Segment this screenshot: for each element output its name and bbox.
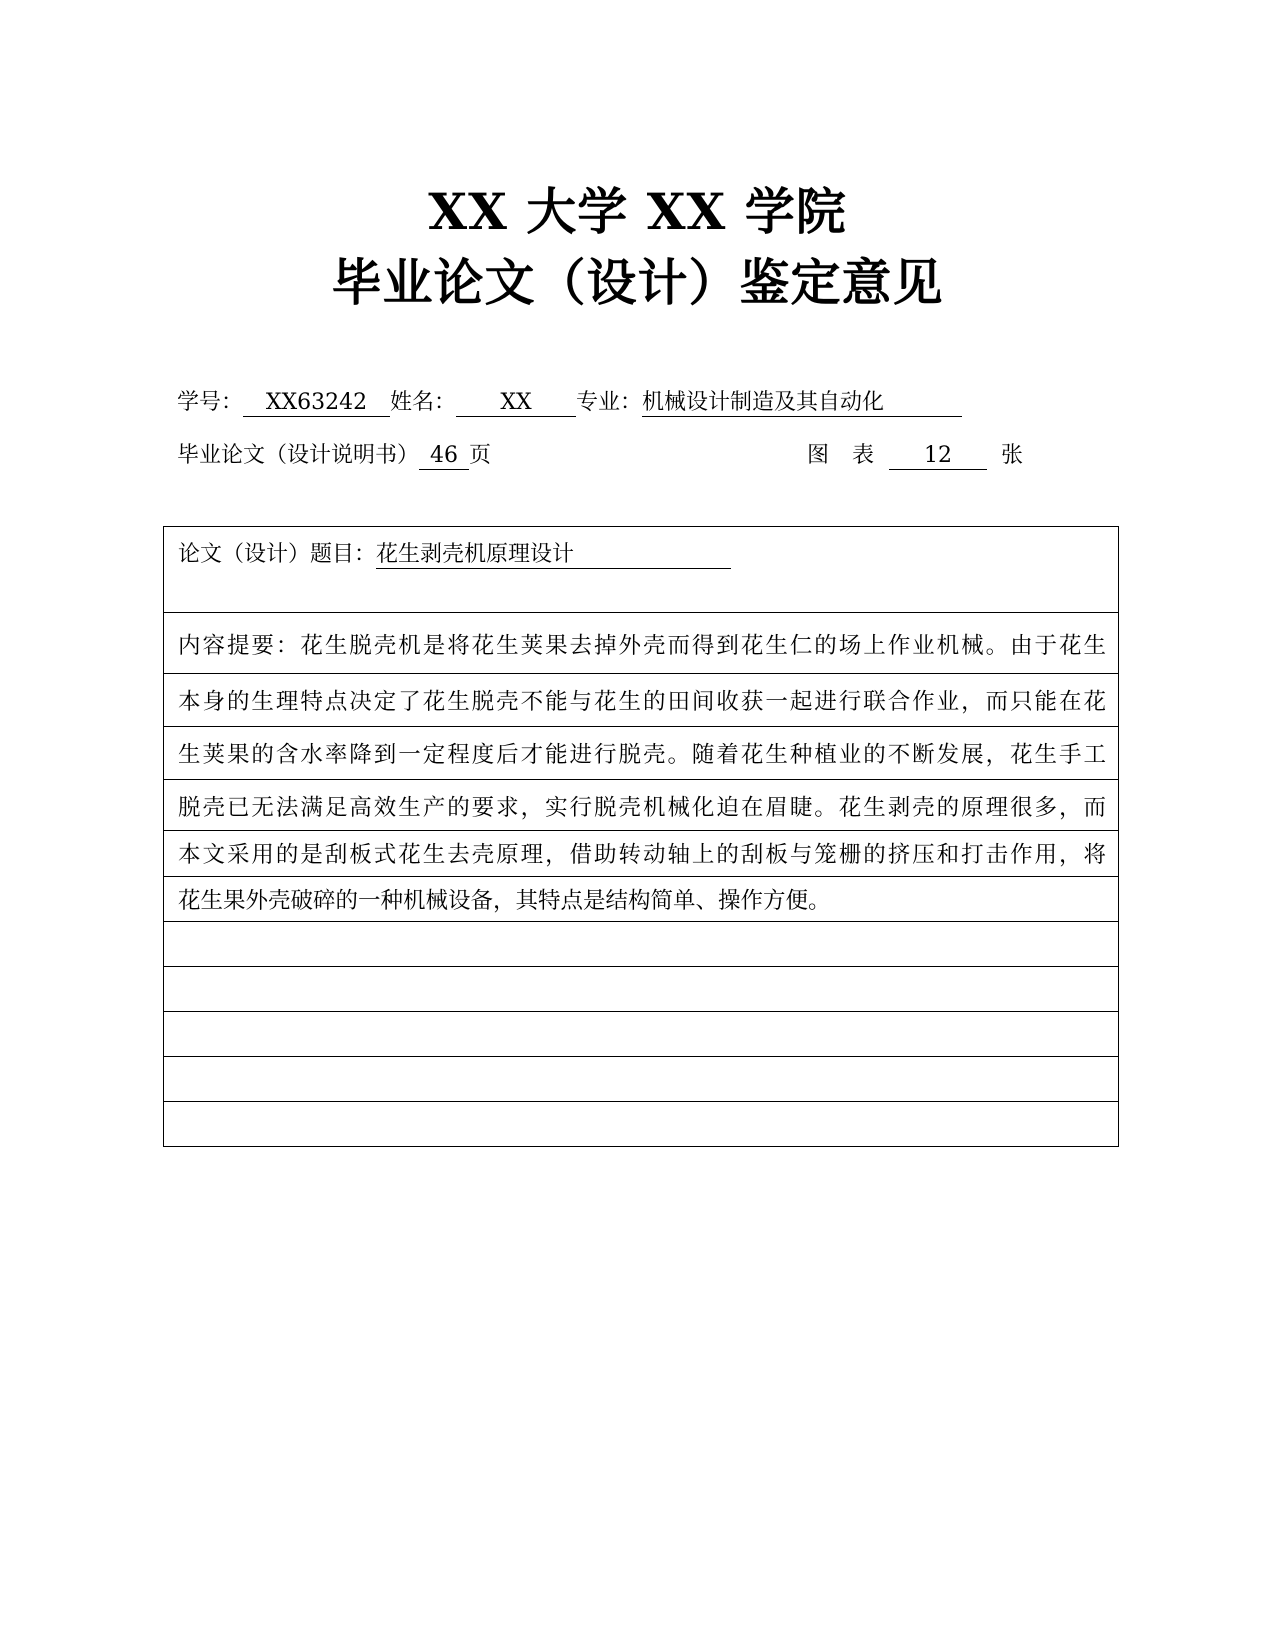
page-count-unit: 页 bbox=[469, 443, 492, 468]
row-divider bbox=[164, 726, 1118, 727]
student-id-label: 学号： bbox=[177, 390, 244, 415]
student-info-line bbox=[177, 388, 962, 418]
row-divider bbox=[164, 921, 1118, 922]
row-divider bbox=[164, 830, 1118, 831]
student-name-value: XX bbox=[456, 390, 576, 417]
empty-row-divider bbox=[164, 1011, 1118, 1012]
evaluation-table bbox=[163, 526, 1119, 1147]
major-label: 专业： bbox=[576, 390, 643, 415]
page-count-line bbox=[177, 441, 491, 471]
figure-count-unit: 张 bbox=[1001, 443, 1024, 468]
row-divider bbox=[164, 876, 1118, 877]
abstract-line-6: 花生果外壳破碎的一种机械设备，其特点是结构简单、操作方便。 bbox=[178, 888, 831, 914]
page-count-label: 毕业论文（设计说明书） bbox=[177, 443, 420, 468]
row-divider bbox=[164, 673, 1118, 674]
figure-count-label: 图 表 bbox=[807, 443, 882, 468]
document-title: 毕业论文（设计）鉴定意见 bbox=[331, 253, 944, 312]
figure-count-line bbox=[807, 441, 1023, 471]
topic-value: 花生剥壳机原理设计 bbox=[376, 542, 731, 569]
student-name-label: 姓名： bbox=[390, 390, 457, 415]
empty-row-divider bbox=[164, 1101, 1118, 1102]
abstract-line-1: 内容提要：花生脱壳机是将花生荚果去掉外壳而得到花生仁的场上作业机械。由于花生 bbox=[178, 633, 1106, 659]
page-count-value: 46 bbox=[419, 443, 469, 470]
figure-count-value: 12 bbox=[889, 443, 987, 470]
row-divider bbox=[164, 612, 1118, 613]
student-id-value: XX63242 bbox=[243, 390, 390, 417]
topic-label: 论文（设计）题目： bbox=[178, 542, 377, 567]
abstract-line-2: 本身的生理特点决定了花生脱壳不能与花生的田间收获一起进行联合作业，而只能在花 bbox=[178, 689, 1106, 715]
topic-row bbox=[178, 540, 731, 570]
abstract-line-3: 生荚果的含水率降到一定程度后才能进行脱壳。随着花生种植业的不断发展，花生手工 bbox=[178, 742, 1106, 768]
university-title: XX 大学 XX 学院 bbox=[428, 182, 847, 241]
major-value: 机械设计制造及其自动化 bbox=[642, 390, 962, 417]
empty-row-divider bbox=[164, 1056, 1118, 1057]
empty-row-divider bbox=[164, 966, 1118, 967]
abstract-line-5: 本文采用的是刮板式花生去壳原理，借助转动轴上的刮板与笼栅的挤压和打击作用，将 bbox=[178, 842, 1106, 868]
abstract-line-4: 脱壳已无法满足高效生产的要求，实行脱壳机械化迫在眉睫。花生剥壳的原理很多，而 bbox=[178, 795, 1106, 821]
row-divider bbox=[164, 779, 1118, 780]
